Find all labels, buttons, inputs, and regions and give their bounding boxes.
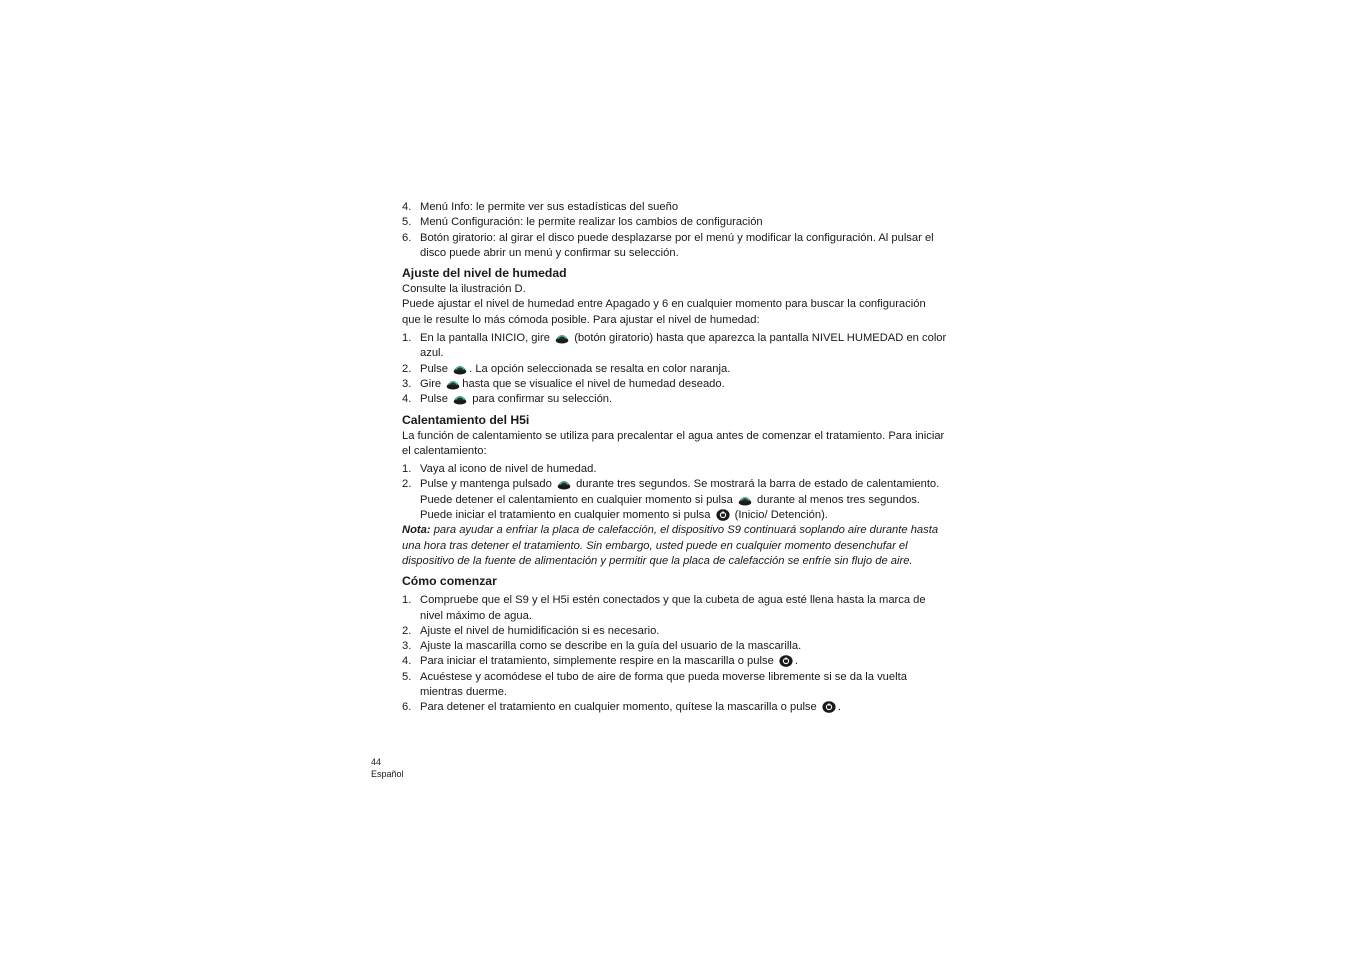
list-item: 4. Para iniciar el tratamiento, simplemente respire en la mascarilla o pulse . — [402, 655, 799, 668]
list-item: 1. Compruebe que el S9 y el H5i estén conectados y que la cubeta de agua esté llena hasta la marca de nivel máximo de agua. — [402, 594, 926, 622]
paragraph: Puede ajustar el nivel de humedad entre Apagado y 6 en cualquier momento para buscar la configuración que le resulte lo más cómoda posible. Para ajustar el nivel de humedad: — [402, 298, 926, 326]
note-label: Nota: — [402, 524, 431, 537]
list-item: 3. Ajuste la mascarilla como se describe en la guía del usuario de la mascarilla. — [402, 640, 802, 653]
page-number: 44 — [371, 757, 382, 767]
warmup-heading: Calentamiento del H5i — [402, 412, 530, 427]
push-dial-icon — [446, 377, 460, 390]
list-item: 2. Ajuste el nivel de humidificación si es necesario. — [402, 624, 660, 637]
page-content — [402, 200, 947, 716]
list-item: 3. Gire hasta que se visualice el nivel de humedad deseado. — [402, 377, 725, 390]
getting-started-heading: Cómo comenzar — [402, 574, 497, 589]
humidity-heading: Ajuste del nivel de humedad — [402, 266, 567, 281]
menu-list — [402, 200, 947, 261]
getting-started-steps — [402, 593, 947, 715]
start-stop-icon — [822, 700, 836, 713]
list-item: 4. Pulse para confirmar su selección. — [402, 393, 613, 406]
push-dial-icon — [738, 493, 752, 506]
start-stop-icon — [779, 654, 793, 667]
list-item: 5. Menú Configuración: le permite realizar los cambios de configuración — [402, 216, 763, 229]
push-dial-icon — [453, 362, 467, 375]
list-item: 1. En la pantalla INICIO, gire (botón giratorio) hasta que aparezca la pantalla NIVEL HUMEDAD en color azul. — [402, 332, 947, 360]
push-dial-icon — [453, 392, 467, 405]
page-footer — [371, 756, 404, 780]
note: Nota: para ayudar a enfriar la placa de calefacción, el dispositivo S9 continuará soplando aire durante hasta una hora tras detener el tratamiento. Sin embargo, usted puede en cualquier momento desenchufar el dispositivo de la fuente de alimentación y permitir que la placa de calefacción se enfríe sin flujo de aire. — [402, 524, 939, 567]
push-dial-icon — [555, 331, 569, 344]
list-item: 2. Pulse y mantenga pulsado durante tres segundos. Se mostrará la barra de estado de calentamiento. Puede detener el calentamiento en cualquier momento si pulsa durante al menos tres segundos. Puede iniciar el tratamiento en cualquier momento si pulsa (Inicio/ Detención). — [402, 478, 940, 522]
paragraph: La función de calentamiento se utiliza para precalentar el agua antes de comenzar el tratamiento. Para iniciar el calentamiento: — [402, 429, 945, 457]
list-item: 6. Para detener el tratamiento en cualquier momento, quítese la mascarilla o pulse . — [402, 701, 841, 714]
warmup-steps — [402, 462, 947, 523]
start-stop-icon — [716, 508, 730, 521]
paragraph: Consulte la ilustración D. — [402, 283, 526, 296]
list-item: 5. Acuéstese y acomódese el tubo de aire de forma que pueda moverse libremente si se da la vuelta mientras duerme. — [402, 670, 907, 699]
list-item: 6. Botón giratorio: al girar el disco puede desplazarse por el menú y modificar la configuración. Al pulsar el disco puede abrir un menú y confirmar su selección. — [402, 231, 934, 259]
language-label: Español — [371, 769, 404, 779]
list-item: 1. Vaya al icono de nivel de humedad. — [402, 463, 597, 476]
humidity-steps — [402, 331, 947, 407]
push-dial-icon — [557, 477, 571, 490]
list-item: 4. Menú Info: le permite ver sus estadísticas del sueño — [402, 201, 679, 213]
list-item: 2. Pulse . La opción seleccionada se resalta en color naranja. — [402, 362, 731, 375]
